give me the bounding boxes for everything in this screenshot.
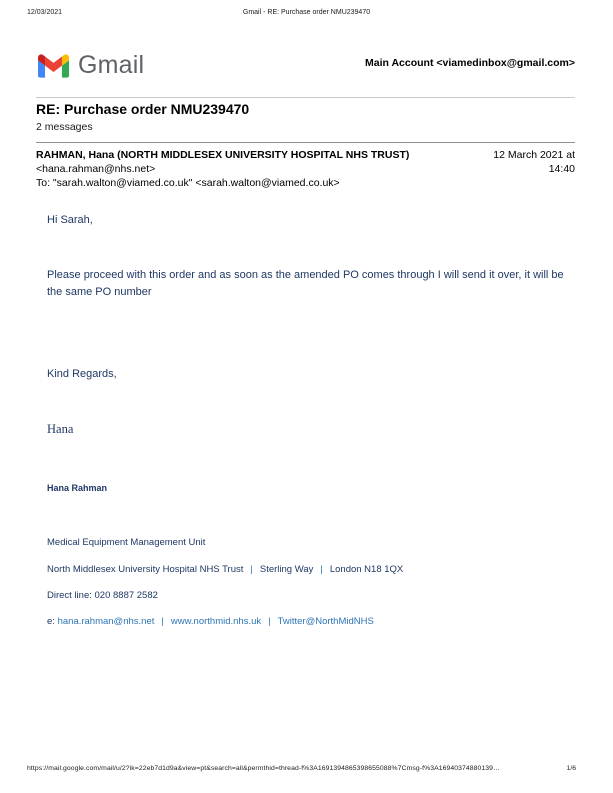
separator-pipe: | (250, 564, 253, 575)
signature-contact-line (47, 616, 374, 627)
signature-street: Sterling Way (259, 564, 314, 575)
separator-pipe: | (268, 616, 271, 627)
signature-name: Hana Rahman (47, 483, 108, 493)
gmail-wordmark: Gmail (78, 51, 145, 79)
from-email: <hana.rahman@nhs.net> (36, 163, 156, 175)
gmail-logo (38, 51, 144, 80)
body-closing: Kind Regards, (47, 368, 117, 380)
separator-pipe: | (161, 616, 164, 627)
print-header-title: Gmail - RE: Purchase order NMU239470 (242, 9, 371, 16)
message-header (36, 148, 575, 190)
signature-twitter-link[interactable]: Twitter@NorthMidNHS (277, 616, 374, 627)
signature-direct-line: Direct line: 020 8887 2582 (47, 590, 158, 601)
message-date-line2: 14:40 (548, 163, 575, 175)
signature-city: London N18 1QX (329, 564, 404, 575)
from-name: RAHMAN, Hana (NORTH MIDDLESEX UNIVERSITY HOSPITAL NHS TRUST) (36, 149, 410, 161)
body-greeting: Hi Sarah, (47, 214, 93, 226)
sender-details (36, 148, 409, 190)
message-date (493, 148, 575, 190)
signature-unit: Medical Equipment Management Unit (47, 537, 206, 548)
thread-message-count: 2 messages (36, 121, 93, 133)
gmail-m-icon (38, 54, 69, 78)
signature-org: North Middlesex University Hospital NHS Trust (47, 564, 244, 575)
thread-subject: RE: Purchase order NMU239470 (36, 101, 250, 117)
divider-top (36, 97, 575, 98)
signature-address (47, 564, 403, 575)
body-signoff: Hana (47, 422, 74, 436)
signature-website-link[interactable]: www.northmid.nhs.uk (170, 616, 262, 627)
signature-email-link[interactable]: hana.rahman@nhs.net (57, 616, 155, 627)
body-paragraph: Please proceed with this order and as soon as the amended PO comes through I will send it over, it will be the same PO number (47, 269, 564, 298)
print-header-date: 12/03/2021 (27, 9, 63, 16)
print-footer-page-number: 1/6 (566, 765, 576, 772)
account-identity: Main Account <viamedinbox@gmail.com> (365, 57, 575, 69)
separator-pipe: | (320, 564, 323, 575)
message-date-line1: 12 March 2021 at (493, 149, 575, 161)
divider-subject (36, 142, 575, 143)
email-prefix-label: e: (47, 616, 55, 627)
print-footer-url: https://mail.google.com/mail/u/2?ik=22eb7d1d9a&view=pt&search=all&permthid=thread-f%3A1691394865398655088%7Cmsg-f%3A16940374880139… (27, 765, 500, 772)
to-line: To: "sarah.walton@viamed.co.uk" <sarah.walton@viamed.co.uk> (36, 177, 340, 189)
